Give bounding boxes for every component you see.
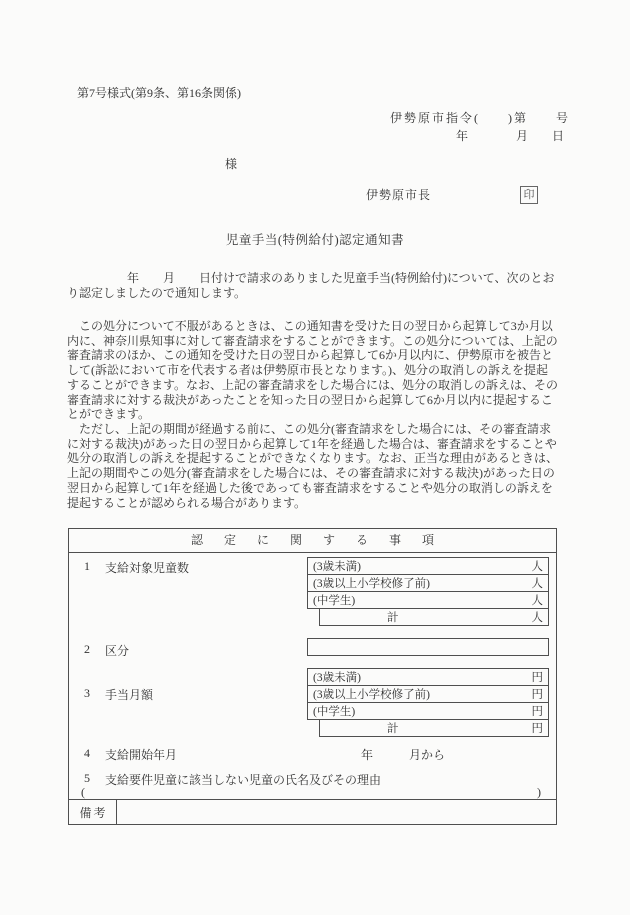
children-count-junior-high-box <box>307 591 549 609</box>
cell-unit: 人 <box>531 561 543 573</box>
cell-unit: 円 <box>531 723 543 735</box>
row-category-label <box>84 642 129 659</box>
cell-unit: 円 <box>531 689 543 701</box>
row-children-count-label <box>84 559 189 576</box>
remarks-value-area <box>117 800 556 824</box>
cell-label: (中学生) <box>313 595 356 607</box>
reason-paren-open: ( <box>81 785 85 799</box>
intro-line: り認定しましたので通知します。 <box>67 286 247 300</box>
appeal-line: 提起することが認められる場合があります。 <box>67 495 307 510</box>
cell-label: 計 <box>387 612 399 624</box>
cell-unit: 人 <box>531 612 543 624</box>
appeal-line: することができます。なお、上記の審査請求をした場合には、処分の取消しの訴えは、その <box>67 377 559 392</box>
children-count-total-box <box>319 608 549 626</box>
row-payment-start-label <box>84 746 177 763</box>
row-number: 1 <box>84 559 90 573</box>
document-title: 児童手当(特例給付)認定通知書 <box>225 233 405 247</box>
cell-unit: 人 <box>531 595 543 607</box>
remarks-label: 備考 <box>69 800 117 824</box>
row-number: 2 <box>84 642 90 656</box>
cell-unit: 人 <box>531 578 543 590</box>
row-label-text: 支給開始年月 <box>105 748 178 762</box>
appeal-line: 審査請求に対する裁決があったことを知った日の翌日から起算して6か月以内に提起するこ <box>67 392 553 407</box>
addressee-suffix: 様 <box>225 157 238 171</box>
issue-date-line: 年 月 日 <box>456 129 565 143</box>
appeal-rights-paragraph <box>67 319 558 510</box>
appeal-line: 処分の取消しの訴えを提起することができなくなります。なお、正当な理由があるときは、 <box>67 451 559 466</box>
amount-total-box <box>319 719 549 737</box>
row-label-text: 支給対象児童数 <box>105 561 190 575</box>
issuer-mayor-name: 伊勢原市長 <box>366 188 432 202</box>
appeal-line: 内に、神奈川県知事に対して審査請求をすることができます。この処分については、上記の <box>67 333 558 348</box>
row-number: 5 <box>84 771 90 785</box>
reason-paren-close: ) <box>537 785 541 799</box>
row-number: 4 <box>84 746 90 760</box>
row-noneligible-children-label <box>84 771 381 788</box>
appeal-line: 上記の期間やこの処分(審査請求をした場合には、その審査請求に対する裁決)があった日の <box>67 466 555 481</box>
category-value-box <box>307 638 549 656</box>
decision-table-header: 認定に関する事項 <box>69 529 556 553</box>
cell-unit: 円 <box>531 672 543 684</box>
appeal-line: とができます。 <box>67 407 151 422</box>
cell-label: 計 <box>387 723 399 735</box>
payment-start-value: 年 月から <box>361 748 446 762</box>
official-seal-box: 印 <box>520 186 538 204</box>
row-monthly-amount-label <box>84 686 153 703</box>
amount-under3-box <box>307 668 549 686</box>
appeal-line: この処分について不服があるときは、この通知書を受けた日の翌日から起算して3か月以 <box>67 319 553 333</box>
intro-paragraph <box>67 271 555 301</box>
appeal-line: して(訴訟において市を代表する者は伊勢原市長となります。)、処分の取消しの訴えを提起 <box>67 363 549 378</box>
appeal-line: 審査請求のほか、この通知を受けた日の翌日から起算して6か月以内に、伊勢原市を被告と <box>67 348 554 363</box>
amount-3-to-elementary-box <box>307 685 549 703</box>
remarks-row <box>69 799 556 824</box>
appeal-line: ただし、上記の期間が経過する前に、この処分(審査請求をした場合には、その審査請求 <box>67 422 551 437</box>
decision-table <box>68 528 557 825</box>
directive-number-line: 伊勢原市指令( )第 号 <box>390 111 570 125</box>
row-number: 3 <box>84 686 90 700</box>
intro-line: 年 月 日付けで請求のありました児童手当(特例給付)について、次のとお <box>67 271 555 285</box>
row-label-text: 支給要件児童に該当しない児童の氏名及びその理由 <box>105 773 382 787</box>
children-count-3-to-elementary-box <box>307 574 549 592</box>
children-count-under3-box <box>307 557 549 575</box>
cell-label: (3歳以上小学校修了前) <box>313 689 430 701</box>
amount-junior-high-box <box>307 702 549 720</box>
cell-label: (中学生) <box>313 706 356 718</box>
row-label-text: 区分 <box>105 644 130 658</box>
appeal-line: に対する裁決)があった日の翌日から起算して1年を経過した場合は、審査請求をすることや <box>67 436 557 451</box>
appeal-line: 翌日から起算して1年を経過した後であっても審査請求をすることや処分の取消しの訴えを <box>67 480 553 495</box>
cell-label: (3歳以上小学校修了前) <box>313 578 430 590</box>
cell-label: (3歳未満) <box>313 672 361 684</box>
row-label-text: 手当月額 <box>105 688 154 702</box>
cell-unit: 円 <box>531 706 543 718</box>
cell-label: (3歳未満) <box>313 561 361 573</box>
form-number: 第7号様式(第9条、第16条関係) <box>77 86 241 100</box>
